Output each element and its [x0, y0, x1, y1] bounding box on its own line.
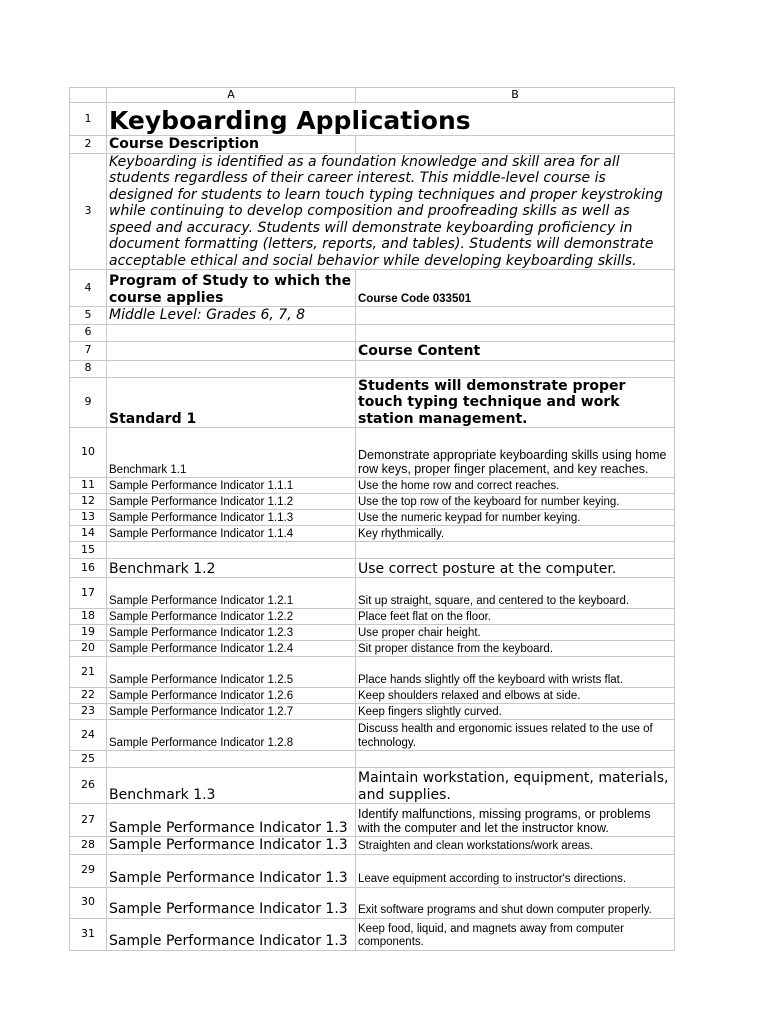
sheet-row [70, 641, 675, 657]
row-number[interactable]: 22 [70, 688, 107, 704]
row-number[interactable]: 21 [70, 657, 107, 688]
cell-b [356, 307, 675, 325]
row-number[interactable]: 30 [70, 887, 107, 918]
benchmark-description: Maintain workstation, equipment, materials, and supplies. [356, 768, 675, 804]
row-number[interactable]: 8 [70, 360, 107, 377]
course-description-heading: Course Description [107, 136, 356, 154]
row-number[interactable]: 12 [70, 494, 107, 510]
sheet-row [70, 720, 675, 751]
sheet-row [70, 307, 675, 325]
indicator-label: Sample Performance Indicator 1.1.1 [107, 478, 356, 494]
row-number[interactable]: 1 [70, 103, 107, 136]
indicator-label: Sample Performance Indicator 1.2.6 [107, 688, 356, 704]
benchmark-label: Benchmark 1.3 [107, 768, 356, 804]
row-number[interactable]: 28 [70, 837, 107, 855]
course-content-heading: Course Content [356, 341, 675, 360]
indicator-label: Sample Performance Indicator 1.2.8 [107, 720, 356, 751]
indicator-description: Keep food, liquid, and magnets away from computer components. [356, 918, 675, 950]
row-number[interactable]: 26 [70, 768, 107, 804]
sheet-row [70, 918, 675, 950]
row-number[interactable]: 13 [70, 510, 107, 526]
sheet-row [70, 609, 675, 625]
row-number[interactable]: 31 [70, 918, 107, 950]
indicator-label: Sample Performance Indicator 1.1.4 [107, 526, 356, 542]
cell-a [107, 341, 356, 360]
row-number[interactable]: 11 [70, 478, 107, 494]
sheet-row [70, 270, 675, 307]
column-header-a[interactable]: A [107, 88, 356, 103]
indicator-label: Sample Performance Indicator 1.2.1 [107, 578, 356, 609]
indicator-description: Keep shoulders relaxed and elbows at side. [356, 688, 675, 704]
sheet-row [70, 854, 675, 887]
sheet-row [70, 542, 675, 559]
sheet-row [70, 837, 675, 855]
indicator-label: Sample Performance Indicator 1.1.2 [107, 494, 356, 510]
standard-label: Standard 1 [107, 377, 356, 428]
sheet-row [70, 324, 675, 341]
indicator-description: Sit proper distance from the keyboard. [356, 641, 675, 657]
sheet-row [70, 153, 675, 270]
cell-a [107, 751, 356, 768]
row-number[interactable]: 18 [70, 609, 107, 625]
sheet-row [70, 103, 675, 136]
sheet-row [70, 136, 675, 154]
course-title: Keyboarding Applications [107, 103, 675, 136]
row-number[interactable]: 27 [70, 804, 107, 837]
row-number[interactable]: 9 [70, 377, 107, 428]
indicator-description: Use proper chair height. [356, 625, 675, 641]
sheet-row [70, 559, 675, 578]
spreadsheet [69, 87, 675, 951]
indicator-label: Sample Performance Indicator 1.2.3 [107, 625, 356, 641]
sheet-row [70, 688, 675, 704]
indicator-label: Sample Performance Indicator 1.3 [107, 854, 356, 887]
sheet-row [70, 657, 675, 688]
indicator-description: Discuss health and ergonomic issues related to the use of technology. [356, 720, 675, 751]
indicator-description: Identify malfunctions, missing programs, or problems with the computer and let the instructor know. [356, 804, 675, 837]
indicator-label: Sample Performance Indicator 1.3 [107, 804, 356, 837]
column-header-b[interactable]: B [356, 88, 675, 103]
column-header-row [70, 88, 675, 103]
sheet-row [70, 578, 675, 609]
sheet-row [70, 625, 675, 641]
indicator-description: Use the numeric keypad for number keying. [356, 510, 675, 526]
cell-a [107, 360, 356, 377]
indicator-description: Exit software programs and shut down computer properly. [356, 887, 675, 918]
row-number[interactable]: 10 [70, 428, 107, 478]
indicator-description: Key rhythmically. [356, 526, 675, 542]
row-number[interactable]: 15 [70, 542, 107, 559]
row-number[interactable]: 14 [70, 526, 107, 542]
cell-a [107, 542, 356, 559]
sheet-row [70, 428, 675, 478]
row-number[interactable]: 5 [70, 307, 107, 325]
benchmark-label: Benchmark 1.2 [107, 559, 356, 578]
row-number[interactable]: 29 [70, 854, 107, 887]
indicator-label: Sample Performance Indicator 1.3 [107, 837, 356, 855]
sheet-row [70, 360, 675, 377]
indicator-description: Place feet flat on the floor. [356, 609, 675, 625]
row-number[interactable]: 19 [70, 625, 107, 641]
benchmark-description: Use correct posture at the computer. [356, 559, 675, 578]
cell-b [356, 360, 675, 377]
sheet-row [70, 377, 675, 428]
indicator-label: Sample Performance Indicator 1.2.7 [107, 704, 356, 720]
row-number[interactable]: 23 [70, 704, 107, 720]
indicator-description: Use the home row and correct reaches. [356, 478, 675, 494]
course-description-text: Keyboarding is identified as a foundation knowledge and skill area for all students regardless of their career interest. This middle-level course is designed for students to learn touch typing techniques and proper keystroking while continuing to develop composition and proofreading skills as well as speed and accuracy. Students will demonstrate keyboarding proficiency in document formatting (letters, reports, and tables). Students will demonstrate acceptable ethical and social behavior while developing keyboarding skills. [107, 153, 675, 270]
row-number[interactable]: 25 [70, 751, 107, 768]
benchmark-label: Benchmark 1.1 [107, 428, 356, 478]
row-number[interactable]: 24 [70, 720, 107, 751]
sheet-row [70, 887, 675, 918]
indicator-label: Sample Performance Indicator 1.3 [107, 887, 356, 918]
indicator-label: Sample Performance Indicator 1.1.3 [107, 510, 356, 526]
cell-a [107, 324, 356, 341]
row-number[interactable]: 20 [70, 641, 107, 657]
indicator-description: Sit up straight, square, and centered to the keyboard. [356, 578, 675, 609]
sheet-row [70, 704, 675, 720]
sheet-row [70, 494, 675, 510]
row-number[interactable]: 6 [70, 324, 107, 341]
sheet-row [70, 341, 675, 360]
sheet-row [70, 510, 675, 526]
sheet-row [70, 526, 675, 542]
indicator-description: Straighten and clean workstations/work areas. [356, 837, 675, 855]
sheet-row [70, 478, 675, 494]
indicator-label: Sample Performance Indicator 1.3 [107, 918, 356, 950]
row-number[interactable]: 4 [70, 270, 107, 307]
sheet-row [70, 804, 675, 837]
indicator-description: Place hands slightly off the keyboard with wrists flat. [356, 657, 675, 688]
cell-b [356, 542, 675, 559]
program-of-study-label: Program of Study to which the course applies [107, 270, 356, 307]
grade-level: Middle Level: Grades 6, 7, 8 [107, 307, 356, 325]
row-number[interactable]: 7 [70, 341, 107, 360]
course-code: Course Code 033501 [356, 270, 675, 307]
cell-b [356, 136, 675, 154]
corner-cell[interactable] [70, 88, 107, 103]
indicator-description: Keep fingers slightly curved. [356, 704, 675, 720]
row-number[interactable]: 3 [70, 153, 107, 270]
benchmark-description: Demonstrate appropriate keyboarding skills using home row keys, proper finger placement, and key reaches. [356, 428, 675, 478]
indicator-description: Use the top row of the keyboard for number keying. [356, 494, 675, 510]
indicator-label: Sample Performance Indicator 1.2.2 [107, 609, 356, 625]
sheet-row [70, 751, 675, 768]
cell-b [356, 751, 675, 768]
row-number[interactable]: 17 [70, 578, 107, 609]
indicator-label: Sample Performance Indicator 1.2.4 [107, 641, 356, 657]
row-number[interactable]: 2 [70, 136, 107, 154]
sheet-row [70, 768, 675, 804]
row-number[interactable]: 16 [70, 559, 107, 578]
cell-b [356, 324, 675, 341]
indicator-label: Sample Performance Indicator 1.2.5 [107, 657, 356, 688]
standard-description: Students will demonstrate proper touch typing technique and work station management. [356, 377, 675, 428]
indicator-description: Leave equipment according to instructor's directions. [356, 854, 675, 887]
